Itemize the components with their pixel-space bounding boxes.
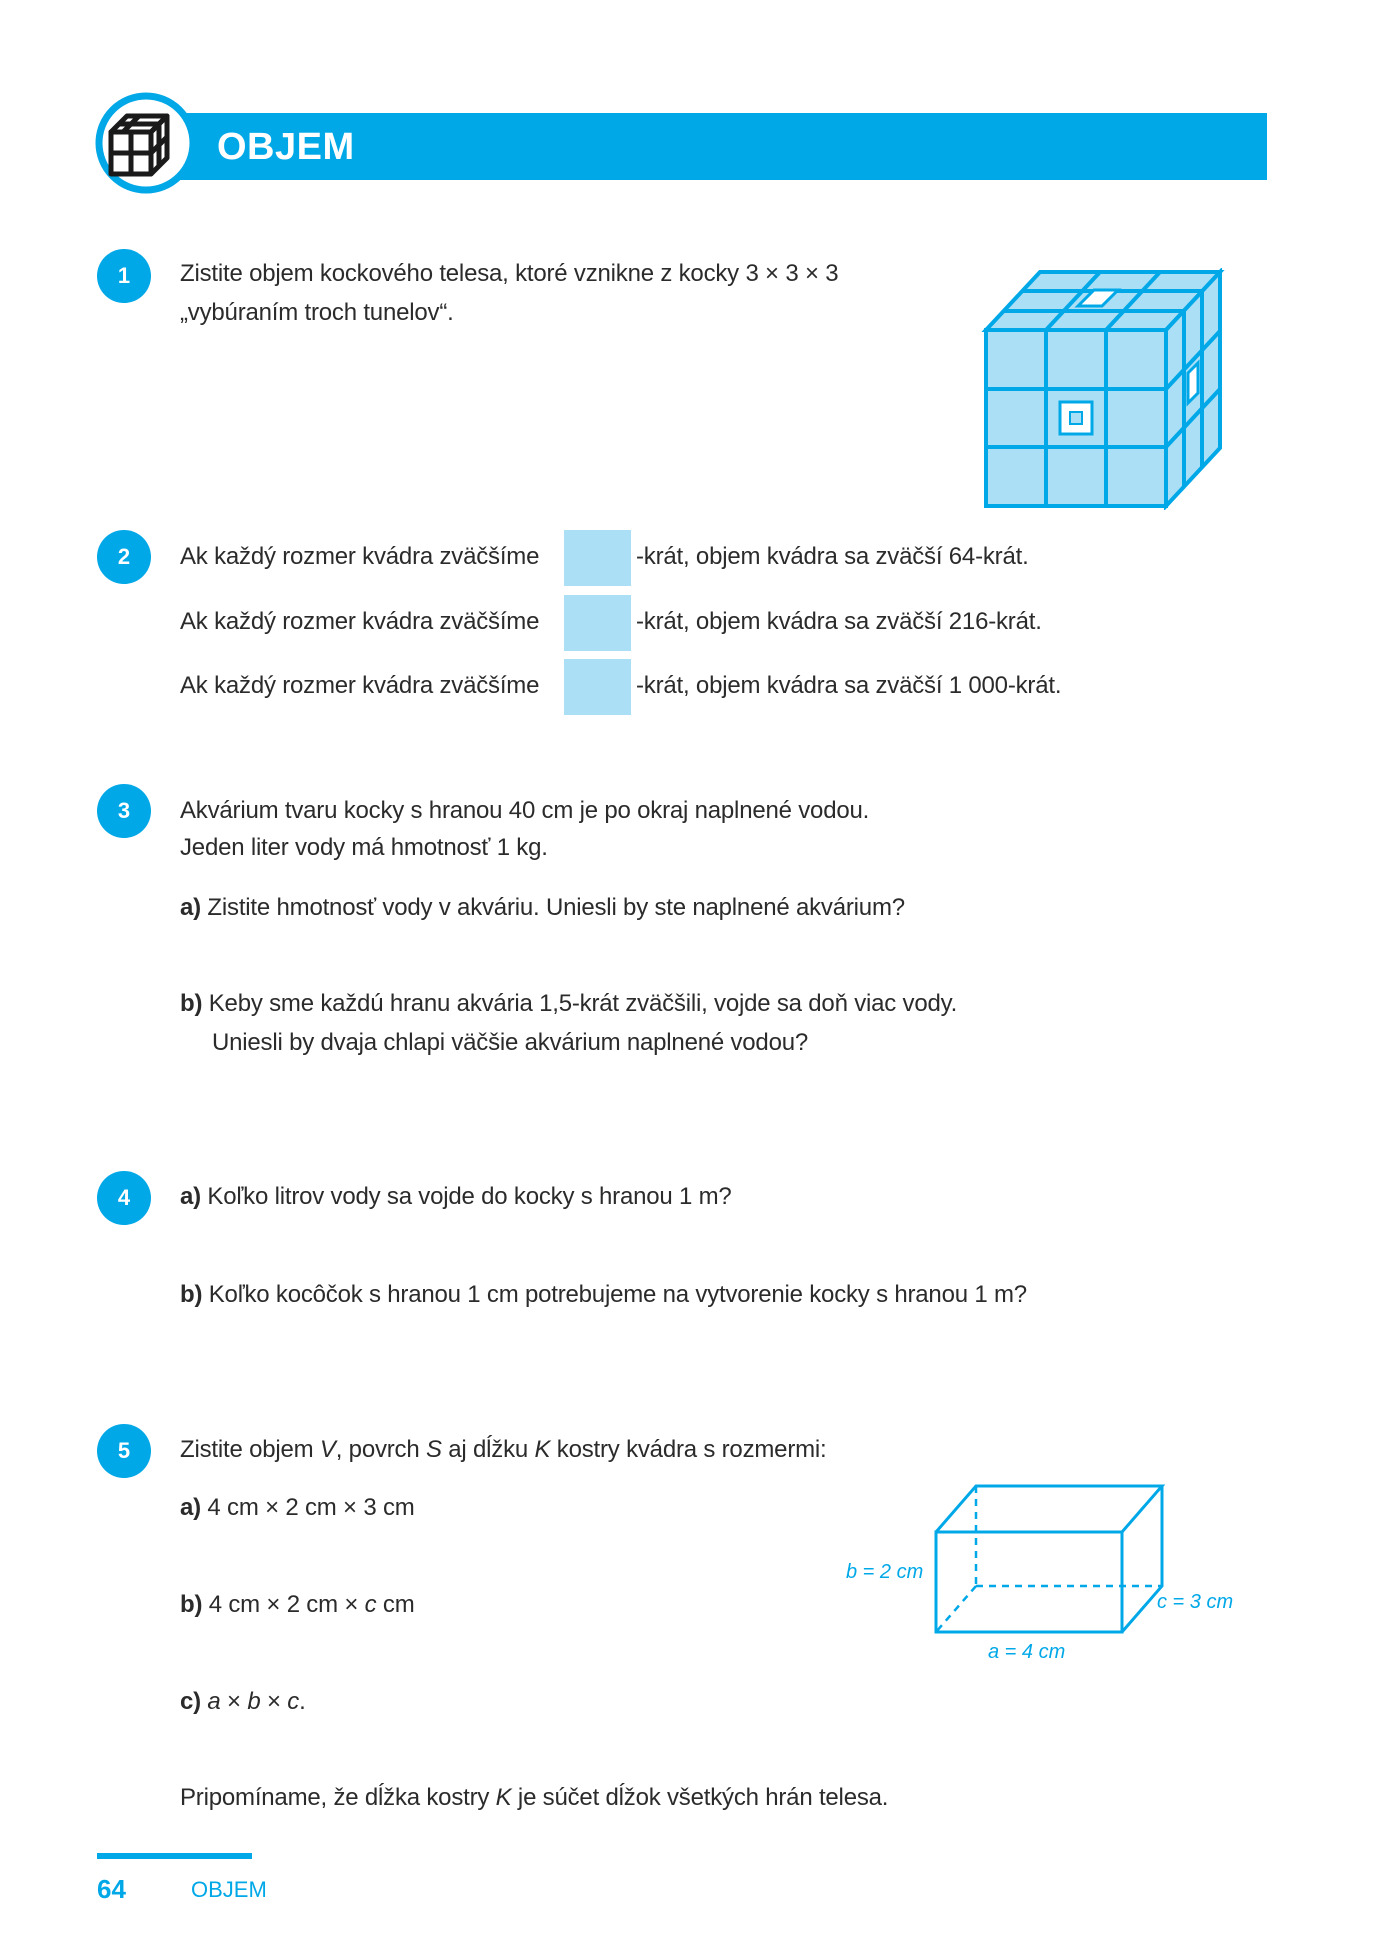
ex4-b-label: b) bbox=[180, 1281, 203, 1308]
ex3-b-line2: Uniesli by dvaja chlapi väčšie akvárium naplnené vodou? bbox=[212, 1029, 809, 1056]
ex5-part-a bbox=[180, 1493, 415, 1523]
exercise-number-5: 5 bbox=[97, 1424, 151, 1478]
ex2-row3-before: Ak každý rozmer kvádra zväčšíme bbox=[180, 672, 540, 699]
ex5-b-c: c bbox=[364, 1591, 377, 1618]
ex5-intro bbox=[180, 1435, 827, 1465]
ex4-b-text: Koľko kocôčok s hranou 1 cm potrebujeme na vytvorenie kocky s hranou 1 m? bbox=[208, 1281, 1027, 1308]
ex4-a-label: a) bbox=[180, 1183, 201, 1210]
exercise-number-3: 3 bbox=[97, 784, 151, 838]
ex1-text-line2: „vybúraním troch tunelov“. bbox=[180, 299, 454, 326]
ex2-row2-after: -krát, objem kvádra sa zväčší 216-krát. bbox=[636, 608, 1042, 635]
ex5-note-part1: Pripomíname, že dĺžka kostry bbox=[180, 1784, 496, 1811]
ex5-part-b bbox=[180, 1590, 415, 1620]
ex5-intro-S: S bbox=[425, 1436, 442, 1463]
ex5-a-text: 4 cm × 2 cm × 3 cm bbox=[207, 1494, 415, 1521]
ex2-row1-before: Ak každý rozmer kvádra zväčšíme bbox=[180, 543, 540, 570]
ex3-text-line2: Jeden liter vody má hmotnosť 1 kg. bbox=[180, 834, 548, 861]
ex3-b-label: b) bbox=[180, 990, 203, 1017]
ex5-c-a: a bbox=[207, 1688, 221, 1715]
ex3-part-b bbox=[180, 989, 957, 1019]
ex2-row1-after: -krát, objem kvádra sa zväčší 64-krát. bbox=[636, 543, 1029, 570]
ex5-intro-part1: Zistite objem bbox=[180, 1436, 320, 1463]
ex5-intro-part4: kostry kvádra s rozmermi: bbox=[550, 1436, 827, 1463]
ex5-c-b: b bbox=[247, 1688, 261, 1715]
ex2-answer-box-1[interactable] bbox=[564, 530, 631, 586]
ex4-part-a bbox=[180, 1182, 732, 1212]
ex5-c-label: c) bbox=[180, 1688, 201, 1715]
cuboid-label-c: c = 3 cm bbox=[1157, 1591, 1234, 1613]
ex5-intro-K: K bbox=[534, 1436, 551, 1463]
tunnel-cube-diagram bbox=[978, 268, 1228, 510]
ex5-b-text1: 4 cm × 2 cm × bbox=[208, 1591, 365, 1618]
ex2-answer-box-3[interactable] bbox=[564, 659, 631, 715]
ex4-part-b bbox=[180, 1280, 1027, 1310]
ex1-text-line1: Zistite objem kockového telesa, ktoré vznikne z kocky 3 × 3 × 3 bbox=[180, 260, 839, 287]
ex5-a-label: a) bbox=[180, 1494, 201, 1521]
ex5-intro-V: V bbox=[319, 1436, 336, 1463]
exercise-number-4: 4 bbox=[97, 1171, 151, 1225]
ex5-c-x2: × bbox=[260, 1688, 288, 1715]
ex5-c-c: c bbox=[287, 1688, 300, 1715]
ex5-note bbox=[180, 1783, 888, 1813]
cuboid-diagram bbox=[930, 1482, 1190, 1638]
page-title: OBJEM bbox=[217, 126, 355, 168]
ex3-b-line1: Keby sme každú hranu akvária 1,5-krát zväčšili, vojde sa doň viac vody. bbox=[208, 990, 958, 1017]
ex3-a-text: Zistite hmotnosť vody v akváriu. Uniesli by ste naplnené akvárium? bbox=[207, 894, 905, 921]
ex5-b-label: b) bbox=[180, 1591, 203, 1618]
ex3-a-label: a) bbox=[180, 894, 201, 921]
ex5-b-text2: cm bbox=[376, 1591, 415, 1618]
ex5-note-K: K bbox=[495, 1784, 512, 1811]
ex2-answer-box-2[interactable] bbox=[564, 595, 631, 651]
footer-section-title: OBJEM bbox=[191, 1877, 267, 1902]
ex5-c-end: . bbox=[299, 1688, 306, 1715]
ex3-text-line1: Akvárium tvaru kocky s hranou 40 cm je po okraj naplnené vodou. bbox=[180, 797, 870, 824]
ex5-c-x1: × bbox=[220, 1688, 248, 1715]
footer-rule bbox=[97, 1853, 252, 1859]
ex3-part-a bbox=[180, 893, 905, 923]
ex2-row2-before: Ak každý rozmer kvádra zväčšíme bbox=[180, 608, 540, 635]
cube-icon bbox=[95, 92, 197, 194]
cuboid-label-a: a = 4 cm bbox=[988, 1641, 1066, 1663]
ex5-intro-part2: , povrch bbox=[335, 1436, 426, 1463]
exercise-number-1: 1 bbox=[97, 249, 151, 303]
ex4-a-text: Koľko litrov vody sa vojde do kocky s hranou 1 m? bbox=[207, 1183, 732, 1210]
ex5-note-part2: je súčet dĺžok všetkých hrán telesa. bbox=[511, 1784, 889, 1811]
page-number: 64 bbox=[97, 1874, 126, 1904]
ex5-part-c bbox=[180, 1687, 306, 1717]
ex2-row3-after: -krát, objem kvádra sa zväčší 1 000-krát. bbox=[636, 672, 1062, 699]
ex5-intro-part3: aj dĺžku bbox=[441, 1436, 535, 1463]
cuboid-label-b: b = 2 cm bbox=[846, 1561, 924, 1583]
exercise-number-2: 2 bbox=[97, 530, 151, 584]
